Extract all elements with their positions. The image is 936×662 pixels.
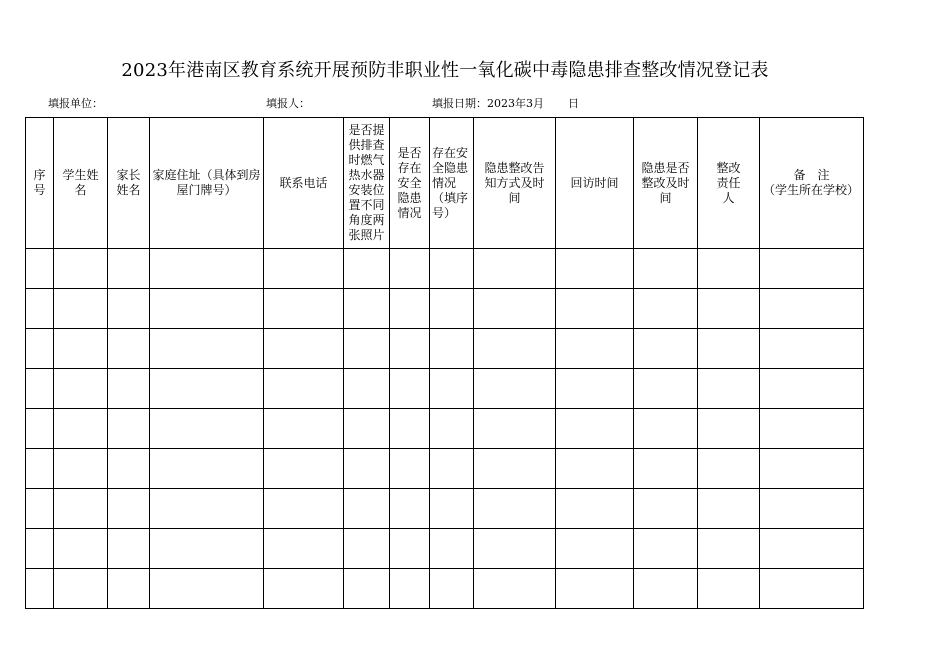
- table-body: [26, 249, 864, 609]
- cell-hazard-detail[interactable]: [430, 449, 474, 489]
- cell-home-address[interactable]: [150, 449, 264, 489]
- cell-remark[interactable]: [760, 569, 864, 609]
- cell-phone[interactable]: [264, 409, 344, 449]
- cell-parent-name[interactable]: [108, 569, 150, 609]
- table-row: [26, 409, 864, 449]
- cell-responsible-person[interactable]: [698, 409, 760, 449]
- table-row: [26, 449, 864, 489]
- cell-rectified-time[interactable]: [634, 289, 698, 329]
- cell-remark[interactable]: [760, 409, 864, 449]
- form-title: 2023年港南区教育系统开展预防非职业性一氧化碳中毒隐患排查整改情况登记表: [121, 60, 769, 81]
- fill-date-label: 填报日期：: [432, 97, 487, 110]
- cell-parent-name[interactable]: [108, 329, 150, 369]
- cell-parent-name[interactable]: [108, 289, 150, 329]
- cell-responsible-person[interactable]: [698, 449, 760, 489]
- cell-rectified-time[interactable]: [634, 329, 698, 369]
- cell-hazard-exists[interactable]: [390, 369, 430, 409]
- cell-revisit-time[interactable]: [556, 529, 634, 569]
- col-header-student-name: 学生姓名: [54, 118, 108, 249]
- cell-hazard-exists[interactable]: [390, 409, 430, 449]
- cell-parent-name[interactable]: [108, 369, 150, 409]
- cell-parent-name[interactable]: [108, 249, 150, 289]
- col-header-responsible-person: 整改责任人: [698, 118, 760, 249]
- table-row: [26, 529, 864, 569]
- cell-revisit-time[interactable]: [556, 329, 634, 369]
- cell-notice-method-time[interactable]: [474, 489, 556, 529]
- cell-photo-provided[interactable]: [344, 329, 390, 369]
- cell-hazard-detail[interactable]: [430, 289, 474, 329]
- cell-revisit-time[interactable]: [556, 249, 634, 289]
- cell-parent-name[interactable]: [108, 449, 150, 489]
- cell-revisit-time[interactable]: [556, 489, 634, 529]
- cell-hazard-detail[interactable]: [430, 529, 474, 569]
- cell-revisit-time[interactable]: [556, 409, 634, 449]
- col-header-hazard-detail: 存在安全隐患情况（填序号）: [430, 118, 474, 249]
- cell-responsible-person[interactable]: [698, 489, 760, 529]
- cell-hazard-detail[interactable]: [430, 489, 474, 529]
- cell-phone[interactable]: [264, 489, 344, 529]
- table-row: [26, 489, 864, 529]
- cell-home-address[interactable]: [150, 249, 264, 289]
- cell-notice-method-time[interactable]: [474, 449, 556, 489]
- cell-photo-provided[interactable]: [344, 529, 390, 569]
- cell-rectified-time[interactable]: [634, 569, 698, 609]
- cell-index[interactable]: [26, 289, 54, 329]
- table-row: [26, 289, 864, 329]
- cell-home-address[interactable]: [150, 489, 264, 529]
- cell-hazard-exists[interactable]: [390, 249, 430, 289]
- cell-parent-name[interactable]: [108, 489, 150, 529]
- cell-hazard-exists[interactable]: [390, 529, 430, 569]
- cell-hazard-exists[interactable]: [390, 449, 430, 489]
- cell-hazard-exists[interactable]: [390, 489, 430, 529]
- cell-remark[interactable]: [760, 489, 864, 529]
- cell-rectified-time[interactable]: [634, 369, 698, 409]
- col-header-notice-method-time: 隐患整改告知方式及时间: [474, 118, 556, 249]
- cell-remark[interactable]: [760, 249, 864, 289]
- col-header-remark-title: 备 注: [793, 168, 830, 182]
- reporter: [266, 96, 310, 112]
- cell-hazard-detail[interactable]: [430, 569, 474, 609]
- registration-table: [25, 117, 864, 609]
- cell-hazard-exists[interactable]: [390, 329, 430, 369]
- cell-home-address[interactable]: [150, 569, 264, 609]
- col-header-phone: 联系电话: [264, 118, 344, 249]
- cell-student-name[interactable]: [54, 329, 108, 369]
- cell-notice-method-time[interactable]: [474, 249, 556, 289]
- table-row: [26, 369, 864, 409]
- fill-date-value[interactable]: 2023年3月: [487, 97, 544, 110]
- cell-phone[interactable]: [264, 289, 344, 329]
- cell-hazard-detail[interactable]: [430, 369, 474, 409]
- cell-photo-provided[interactable]: [344, 489, 390, 529]
- cell-student-name[interactable]: [54, 489, 108, 529]
- cell-responsible-person[interactable]: [698, 369, 760, 409]
- cell-home-address[interactable]: [150, 369, 264, 409]
- cell-student-name[interactable]: [54, 409, 108, 449]
- fill-date: [432, 96, 579, 112]
- cell-index[interactable]: [26, 369, 54, 409]
- cell-hazard-exists[interactable]: [390, 569, 430, 609]
- cell-parent-name[interactable]: [108, 529, 150, 569]
- table-row: [26, 569, 864, 609]
- cell-rectified-time[interactable]: [634, 449, 698, 489]
- col-header-hazard-exists: 是否存在安全隐患情况: [390, 118, 430, 249]
- cell-photo-provided[interactable]: [344, 289, 390, 329]
- col-header-remark-subtitle: （学生所在学校）: [763, 183, 860, 197]
- cell-responsible-person[interactable]: [698, 529, 760, 569]
- cell-notice-method-time[interactable]: [474, 369, 556, 409]
- cell-parent-name[interactable]: [108, 409, 150, 449]
- cell-phone[interactable]: [264, 529, 344, 569]
- cell-index[interactable]: [26, 569, 54, 609]
- table-header-row: [26, 118, 864, 249]
- cell-student-name[interactable]: [54, 369, 108, 409]
- cell-rectified-time[interactable]: [634, 249, 698, 289]
- cell-notice-method-time[interactable]: [474, 529, 556, 569]
- cell-home-address[interactable]: [150, 289, 264, 329]
- cell-index[interactable]: [26, 249, 54, 289]
- cell-photo-provided[interactable]: [344, 569, 390, 609]
- cell-index[interactable]: [26, 529, 54, 569]
- cell-notice-method-time[interactable]: [474, 409, 556, 449]
- cell-index[interactable]: [26, 489, 54, 529]
- cell-remark[interactable]: [760, 289, 864, 329]
- cell-student-name[interactable]: [54, 529, 108, 569]
- cell-notice-method-time[interactable]: [474, 569, 556, 609]
- cell-revisit-time[interactable]: [556, 289, 634, 329]
- col-header-revisit-time: 回访时间: [556, 118, 634, 249]
- col-header-parent-name: 家长姓名: [108, 118, 150, 249]
- cell-home-address[interactable]: [150, 329, 264, 369]
- cell-hazard-exists[interactable]: [390, 289, 430, 329]
- cell-home-address[interactable]: [150, 529, 264, 569]
- cell-index[interactable]: [26, 449, 54, 489]
- cell-phone[interactable]: [264, 449, 344, 489]
- cell-student-name[interactable]: [54, 289, 108, 329]
- cell-phone[interactable]: [264, 569, 344, 609]
- cell-phone[interactable]: [264, 369, 344, 409]
- col-header-index: 序号: [26, 118, 54, 249]
- cell-index[interactable]: [26, 329, 54, 369]
- col-header-home-address: 家庭住址（具体到房屋门牌号）: [150, 118, 264, 249]
- cell-revisit-time[interactable]: [556, 449, 634, 489]
- cell-notice-method-time[interactable]: [474, 329, 556, 369]
- cell-home-address[interactable]: [150, 409, 264, 449]
- cell-rectified-time[interactable]: [634, 489, 698, 529]
- cell-responsible-person[interactable]: [698, 329, 760, 369]
- cell-responsible-person[interactable]: [698, 289, 760, 329]
- cell-rectified-time[interactable]: [634, 529, 698, 569]
- cell-student-name[interactable]: [54, 449, 108, 489]
- col-header-photo-provided: 是否提供排查时燃气热水器安装位置不同角度两张照片: [344, 118, 390, 249]
- cell-hazard-detail[interactable]: [430, 409, 474, 449]
- cell-hazard-detail[interactable]: [430, 329, 474, 369]
- fill-unit: [48, 96, 103, 112]
- cell-remark[interactable]: [760, 449, 864, 489]
- cell-student-name[interactable]: [54, 249, 108, 289]
- cell-student-name[interactable]: [54, 569, 108, 609]
- cell-responsible-person[interactable]: [698, 249, 760, 289]
- cell-photo-provided[interactable]: [344, 369, 390, 409]
- cell-revisit-time[interactable]: [556, 569, 634, 609]
- fill-unit-label: 填报单位：: [48, 97, 103, 110]
- cell-phone[interactable]: [264, 249, 344, 289]
- cell-photo-provided[interactable]: [344, 409, 390, 449]
- cell-rectified-time[interactable]: [634, 409, 698, 449]
- table-row: [26, 329, 864, 369]
- cell-index[interactable]: [26, 409, 54, 449]
- cell-photo-provided[interactable]: [344, 249, 390, 289]
- fill-date-day-label: 日: [568, 97, 579, 110]
- cell-revisit-time[interactable]: [556, 369, 634, 409]
- cell-remark[interactable]: [760, 529, 864, 569]
- cell-hazard-detail[interactable]: [430, 249, 474, 289]
- table-row: [26, 249, 864, 289]
- cell-remark[interactable]: [760, 369, 864, 409]
- cell-remark[interactable]: [760, 329, 864, 369]
- cell-photo-provided[interactable]: [344, 449, 390, 489]
- col-header-remark: [760, 118, 864, 249]
- cell-responsible-person[interactable]: [698, 569, 760, 609]
- reporter-label: 填报人：: [266, 97, 310, 110]
- col-header-rectified-time: 隐患是否整改及时间: [634, 118, 698, 249]
- cell-notice-method-time[interactable]: [474, 289, 556, 329]
- cell-phone[interactable]: [264, 329, 344, 369]
